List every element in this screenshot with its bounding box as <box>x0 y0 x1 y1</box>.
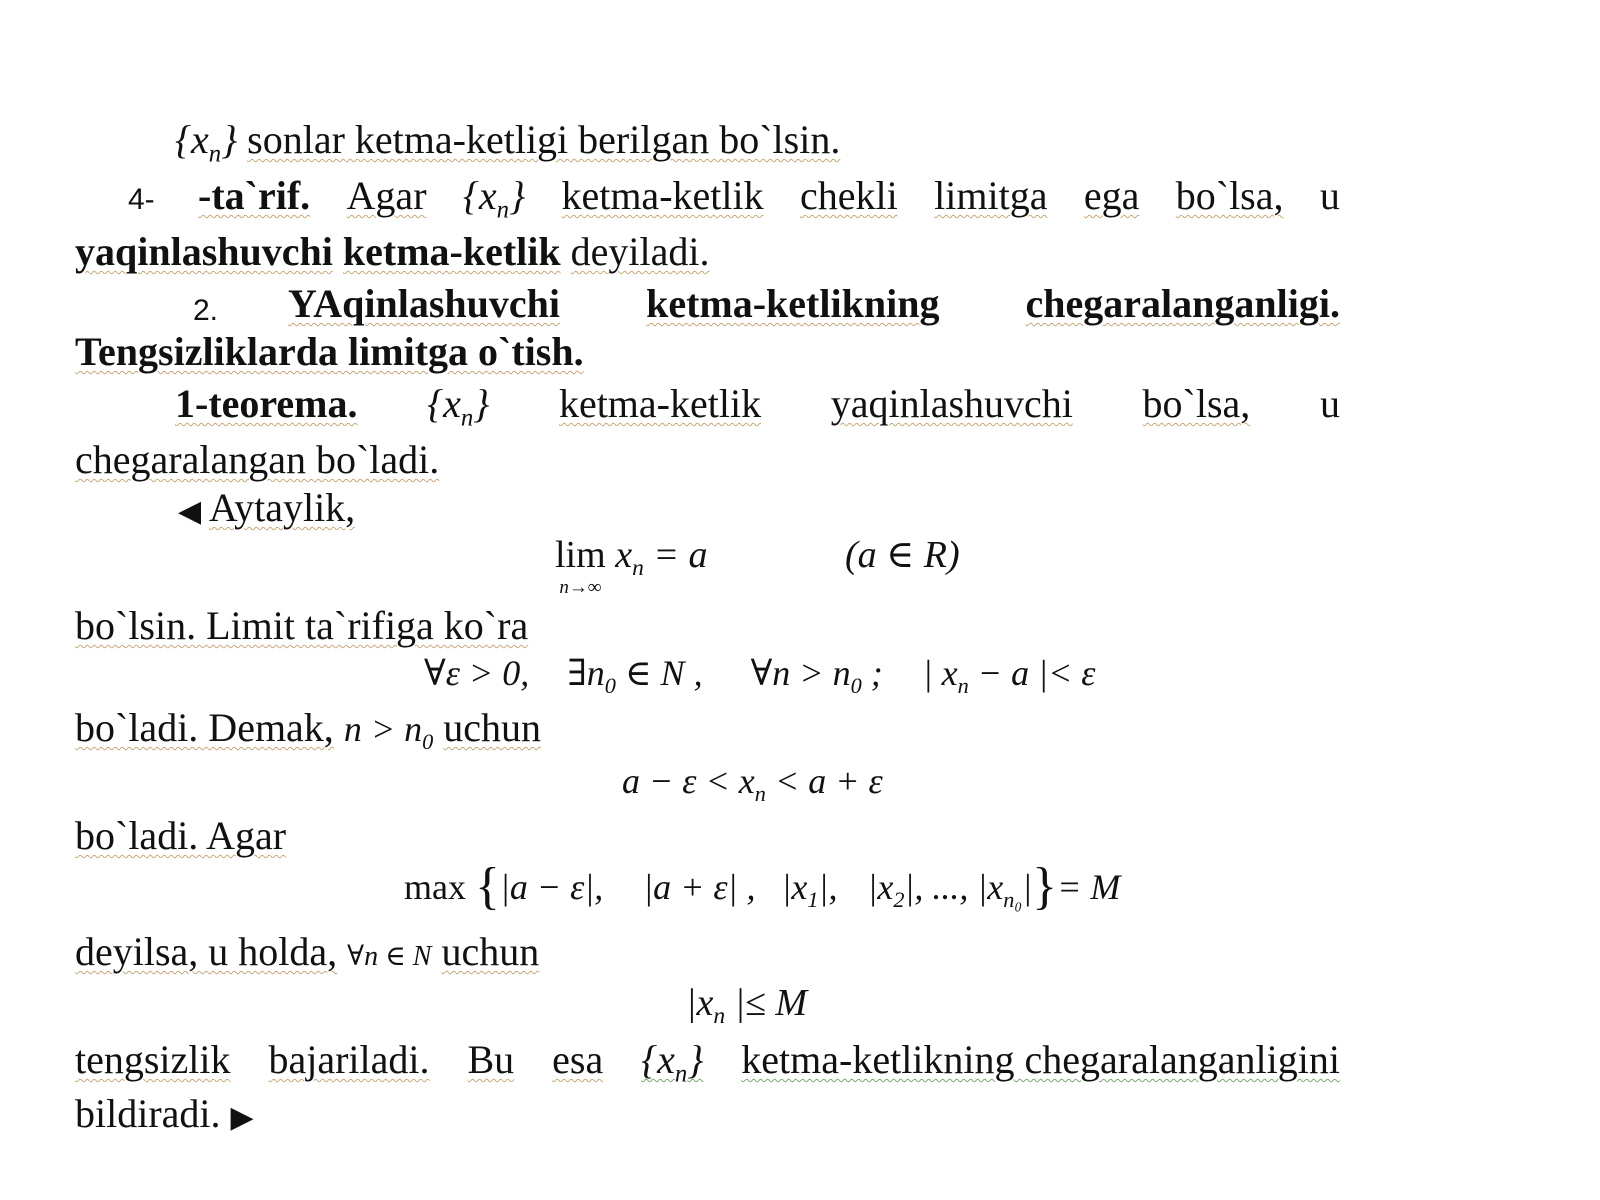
text: bo`lsin. Limit ta`rifiga ko`ra <box>75 603 529 648</box>
text: bildiradi. <box>75 1091 221 1136</box>
word: ketma-ketlik <box>561 173 764 218</box>
section-number: 2. <box>193 294 219 327</box>
text: deyilsa, u holda, <box>75 929 338 974</box>
line-proof-end <box>75 1090 254 1142</box>
word: bajariladi. <box>268 1037 430 1082</box>
text-sentence: sonlar ketma-ketligi berilgan bo`lsin. <box>247 117 841 162</box>
text: chegaralangan bo`ladi. <box>75 437 440 482</box>
word: chekli <box>800 173 898 218</box>
math-set-xn: $\{x_n\}$ <box>427 381 490 432</box>
theorem-term: 1-teorema. <box>175 381 358 426</box>
line-hence <box>75 704 541 766</box>
math-inline: ∀n ∈ N <box>347 941 432 972</box>
text: bo`ladi. Demak, <box>75 705 334 750</box>
equation-bounded: $|x_n$ |≤ M <box>686 982 808 1030</box>
equation-bounds: $a - \varepsilon < x_n < a + \varepsilon$ <box>622 761 883 806</box>
line-by-definition <box>75 602 528 650</box>
word: u <box>1319 381 1340 426</box>
heading-word: ketma-ketlikning <box>646 281 940 326</box>
line-then <box>75 928 539 981</box>
equation-condition: (a ∈ R) <box>845 534 960 576</box>
definition-number: 4- <box>128 183 155 216</box>
word: ketma-ketlik <box>558 381 762 426</box>
math-set-xn: $\{x_n\}$ <box>175 117 238 168</box>
bold-term: yaqinlashuvchi <box>75 229 333 274</box>
word: tengsizlik <box>75 1037 231 1082</box>
word: Bu <box>467 1037 515 1082</box>
word: bo`lsa, <box>1175 173 1284 218</box>
equation-max: max {|a − ε|, |a + ε| , $|x_1|$, $|x_2|$, ..., $|x_{n_0}|\}= M$ <box>404 858 1121 915</box>
word: bo`lsa, <box>1142 381 1251 426</box>
line-theorem <box>175 380 1340 443</box>
proof-end-icon: ▶ <box>230 1100 254 1135</box>
line-conclusion <box>75 1036 1340 1099</box>
math-set-xn: $\{x_n\}$ <box>641 1037 704 1088</box>
math-set-xn: $\{x_n\}$ <box>462 173 526 224</box>
line-definition <box>198 172 1340 235</box>
line-sequence-given <box>175 116 840 179</box>
heading-text: Tengsizliklarda limitga o`tish. <box>75 329 584 374</box>
line-convergent-term <box>75 228 710 276</box>
equation-epsilon-definition: ∀ε > 0, $\exists n_0$ ∈ N , ∀n > $n_0$ ; | $x_n - a$ |< ε <box>424 653 1096 698</box>
line-proof-start <box>178 484 355 536</box>
text: ketma-ketlikning chegaralanganligini <box>741 1037 1340 1082</box>
bold-term: ketma-ketlik <box>342 229 561 274</box>
word: yaqinlashuvchi <box>830 381 1073 426</box>
math-inline: $n > n_0$ <box>343 709 434 754</box>
text: bo`ladi. Agar <box>75 813 287 858</box>
equation-limit: lim n→∞ $x_n = a$ <box>555 534 708 598</box>
word: uchun <box>441 929 540 974</box>
limit-operator: lim n→∞ <box>555 534 606 598</box>
definition-term: -ta`rif. <box>198 173 311 218</box>
word: u <box>1319 173 1340 218</box>
heading-word: YAqinlashuvchi <box>288 281 560 326</box>
section-heading-continued <box>75 328 584 376</box>
proof-start-icon: ◀ <box>178 494 202 529</box>
heading-word: chegaralanganligi. <box>1025 281 1340 326</box>
word: Agar <box>346 173 427 218</box>
word: deyiladi. <box>570 229 710 274</box>
word: uchun <box>443 705 542 750</box>
word: limitga <box>934 173 1048 218</box>
text: Aytaylik, <box>208 485 356 530</box>
line-if <box>75 812 286 860</box>
word: ega <box>1083 173 1140 218</box>
section-heading <box>288 280 1340 328</box>
line-theorem-end <box>75 436 439 484</box>
word: esa <box>552 1037 604 1082</box>
